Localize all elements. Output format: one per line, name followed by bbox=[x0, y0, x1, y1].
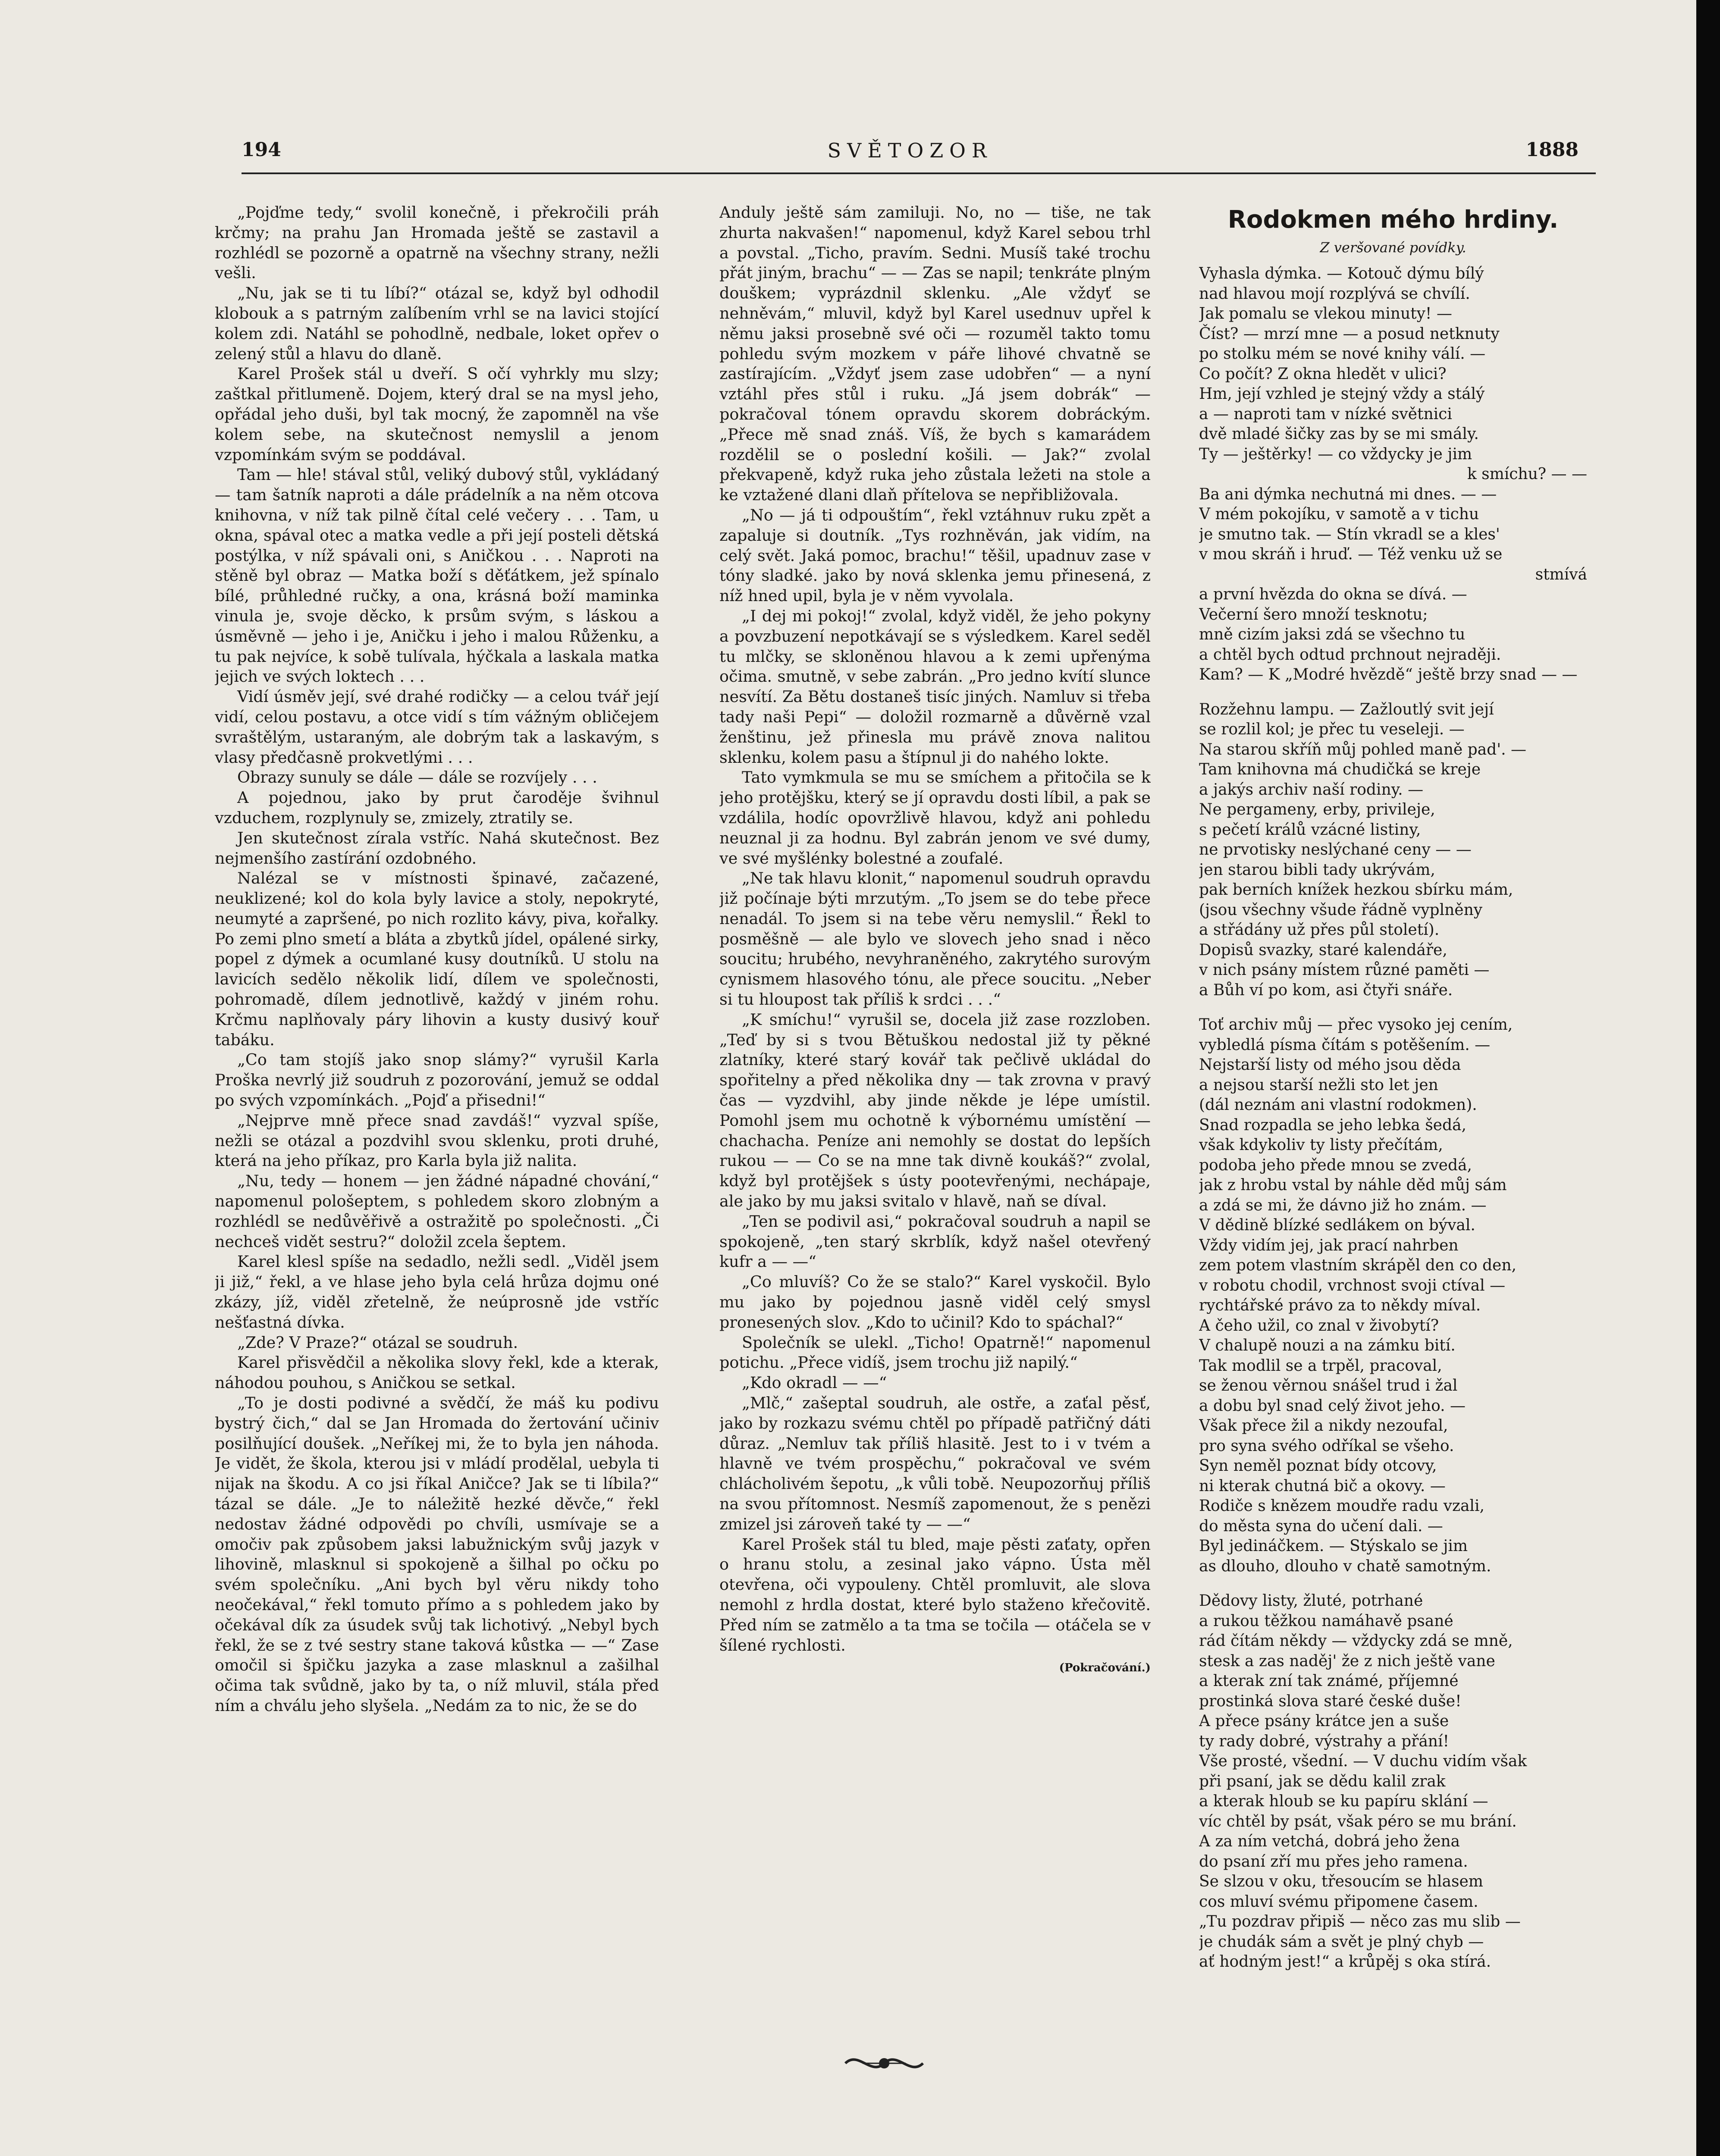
poem-line: Na starou skříň můj pohled maně pad'. — bbox=[1199, 740, 1526, 758]
poem-line: Syn neměl poznat bídy otcovy, bbox=[1199, 1457, 1437, 1475]
poem-line: V chalupě nouzi a na zámku bití. bbox=[1199, 1337, 1456, 1354]
paragraph: Karel Prošek stál tu bled, maje pěsti zaťaty, opřen o hranu stolu, a zesinal jako vápno. Ústa měl otevřena, oči vypouleny. Chtěl promluvit, ale slova nemohl z hrdla dostat, které bylo staženo křečovitě. Před ním se zatmělo a ta tma se točila — otáčela se v šílené rychlosti. bbox=[719, 1535, 1151, 1655]
column-1 bbox=[215, 203, 659, 2109]
poem-subtitle: Z veršované povídky. bbox=[1320, 239, 1466, 256]
paragraph: „Pojďme tedy,“ svolil konečně, i překročili práh krčmy; na prahu Jan Hromada ještě se zastavil a rozhlédl se pozorně a opatrně na všechny strany, nežli vešli. bbox=[215, 203, 659, 282]
paragraph: „Ne tak hlavu klonit,“ napomenul soudruh opravdu již počínaje býti mrzutým. „To jsem se do tebe přece nenadál. To jsem si na tebe věru nemyslil.“ Řekl to posměšně — ale bylo ve slovech jeho snad i něco soucitu; hrubého, nevyhraněného, zakrytého surovým cynismem hlasového tónu, ale přece soucitu. „Neber si tu hloupost tak příliš k srdci . . .“ bbox=[719, 869, 1151, 1009]
poem-line: A za ním vetchá, dobrá jeho žena bbox=[1199, 1833, 1460, 1850]
poem-line: v nich psány místem různé paměti — bbox=[1199, 961, 1490, 979]
poem-line: Ne pergameny, erby, privileje, bbox=[1199, 801, 1435, 818]
poem-line: a kterak zní tak známé, příjemné bbox=[1199, 1672, 1459, 1690]
poem-line: a kterak hloub se ku papíru sklání — bbox=[1199, 1792, 1488, 1810]
paragraph: Anduly ještě sám zamiluji. No, no — tiše, ne tak zhurta nakvašen!“ napomenul, když Karel sebou trhl a povstal. „Ticho, pravím. Sedni. Musíš také trochu přát jiným, brachu“ — — Zas se napil; tenkráte plným douškem; vyprázdnil sklenku. „Ale vždyť se nehněvám,“ mluvil, když byl Karel usednuv upřel k němu jaksi prosebně své oči — rozuměl takto tomu pohledu svým mozkem v páře lihové chvatně se zastírajícím. „Vždyť jsem zase udobřen“ — a nyní vztáhl přes stůl i ruku. „Já jsem dobrák“ — pokračoval tónem opravdu skorem dobráckým. „Přece mě snad znáš. Víš, že bych s kamarádem rozdělil se o poslední košili. — Jak?“ zvolal překvapeně, když ruka jeho zůstala ležeti na stole a ke vztažené dlani dlaň přítelova se nepřibližovala. bbox=[719, 203, 1151, 505]
paragraph: „Co tam stojíš jako snop slámy?“ vyrušil Karla Proška nevrlý již soudruh z pozorování, jemuž se oddal po svých vzpomínkách. „Pojď a přisedni!“ bbox=[215, 1050, 659, 1110]
poem-line: Co počít? Z okna hledět v ulici? bbox=[1199, 365, 1447, 383]
paragraph: „Zde? V Praze?“ otázal se soudruh. bbox=[237, 1333, 518, 1352]
poem-line: ne prvotisky neslýchané ceny — — bbox=[1199, 841, 1472, 859]
poem-line: nad hlavou mojí rozplývá se chvílí. bbox=[1199, 285, 1470, 303]
poem-line: A čeho užil, co znal v živobytí? bbox=[1199, 1316, 1439, 1335]
paragraph: Tam — hle! stával stůl, veliký dubový stůl, vykládaný — tam šatník naproti a dále prádelník a na něm otcova knihovna, v níž tak pilně čítal celé večery . . . Tam, u okna, spával otec a matka vedle a při její posteli dětská postýlka, v níž spávali oni, s Aničkou . . . Naproti na stěně byl obraz — Matka boží s děťátkem, jež spínalo bílé, průhledné ručky, a ona, krásná boží maminka vinula je, svoje děcko, k prsům svým, s láskou a úsměvně — jeho i je, Aničku i jeho i malou Růženku, a tu pak nejvíce, k sobě tulívala, hýčkala a laskala matka jejich ve svých loktech . . . bbox=[215, 465, 659, 686]
paragraph: Tato vymkmula se mu se smíchem a přitočila se k jeho protějšku, který se jí opravdu dosti líbil, a pak se vzdálila, hodíc opovržlivě hlavou, když ani pohledu neuznal ji za hodnu. Byl zabrán jenom ve své dumy, ve své myšlénky bolestné a zoufalé. bbox=[719, 768, 1151, 868]
poem-line: prostinká slova staré české duše! bbox=[1199, 1692, 1462, 1710]
poem-line: se ženou věrnou snášel trud i žal bbox=[1199, 1377, 1458, 1395]
poem-line: Tam knihovna má chudičká se kreje bbox=[1199, 761, 1481, 778]
poem-line: Toť archiv můj — přec vysoko jej cením, bbox=[1199, 1016, 1513, 1034]
poem-line: je chudák sám a svět je plný chyb — bbox=[1199, 1933, 1484, 1951]
masthead: SVĚTOZOR bbox=[827, 139, 993, 162]
poem-line: Se slzou v oku, třesoucím se hlasem bbox=[1199, 1873, 1483, 1890]
poem-line: Rozžehnu lampu. — Zažloutlý svit její bbox=[1199, 700, 1494, 718]
poem-line: Snad rozpadla se jeho lebka šedá, bbox=[1199, 1116, 1466, 1134]
poem-stanza bbox=[1199, 700, 1587, 1001]
scan-border bbox=[1696, 0, 1720, 2156]
poem-line: dvě mladé šičky zas by se mi smály. bbox=[1199, 425, 1479, 443]
poem-line: a jakýs archiv naší rodiny. — bbox=[1199, 780, 1424, 799]
poem-line: as dlouho, dlouho v chatě samotným. bbox=[1199, 1557, 1491, 1575]
poem-line: ty rady dobré, výstrahy a přání! bbox=[1199, 1732, 1449, 1750]
poem-line: Ba ani dýmka nechutná mi dnes. — — bbox=[1199, 485, 1497, 503]
poem-line: Nejstarší listy od mého jsou děda bbox=[1199, 1056, 1461, 1074]
poem-body bbox=[1199, 264, 1587, 1972]
poem-line: Večerní šero množí tesknotu; bbox=[1199, 605, 1428, 624]
poem-line: Vyhasla dýmka. — Kotouč dýmu bílý bbox=[1199, 265, 1484, 282]
poem-line: k smíchu? — — bbox=[1467, 465, 1587, 483]
paragraph: „I dej mi pokoj!“ zvolal, když viděl, že jeho pokyny a povzbuzení nepotkávají se s výsledkem. Karel seděl tu mlčky, se skloněnou hlavou a k zemi upřenýma očima. smutně, v sebe zabrán. „Pro jedno kvítí slunce nesvítí. Za Bětu dostaneš tisíc jiných. Namluv si třeba tady naši Pepi“ — doložil rozmarně a důvěrně vzal ženštinu, jež přinesla mu právě znova nalitou sklenku, kolem pasu a štípnul ji do nahého lokte. bbox=[719, 606, 1151, 767]
year: 1888 bbox=[1525, 139, 1579, 161]
poem-line: podoba jeho přede mnou se zvedá, bbox=[1199, 1156, 1472, 1174]
poem-line: (jsou všechny všude řádně vyplněny bbox=[1199, 901, 1483, 919]
poem-stanza bbox=[1199, 1015, 1587, 1576]
paragraph: „No — já ti odpouštím“, řekl vztáhnuv ruku zpět a zapaluje si doutník. „Tys rozhněván, jak vidím, na celý svět. Jaká pomoc, brachu!“ těšil, upadnuv zase v tóny sladké. jako by nová sklenka jemu přinesená, z níž hned upil, byla je v něm vyvolala. bbox=[719, 505, 1151, 605]
poem-line: jen starou bibli tady ukrývám, bbox=[1199, 861, 1435, 879]
poem-line: jak z hrobu vstal by náhle děd můj sám bbox=[1199, 1176, 1507, 1194]
poem-line: ni kterak chutná bič a okovy. — bbox=[1199, 1477, 1446, 1495]
continued-note: (Pokračování.) bbox=[1059, 1661, 1151, 1675]
poem-line: a rukou těžkou namáhavě psané bbox=[1199, 1612, 1453, 1630]
poem-line: pro syna svého odříkal se všeho. bbox=[1199, 1437, 1454, 1455]
paragraph: Karel přisvědčil a několika slovy řekl, kde a kterak, náhodou pouhou, s Aničkou se setkal. bbox=[215, 1353, 659, 1392]
page-number: 194 bbox=[242, 139, 281, 161]
paragraph: Karel klesl spíše na sedadlo, nežli sedl. „Viděl jsem ji již,“ řekl, a ve hlase jeho byla celá hrůza dojmu oné zkázy, jíž, viděl zřetelně, že neúprosně jde vstříc nešťastná dívka. bbox=[215, 1252, 659, 1332]
poem-line: s pečetí králů vzácné listiny, bbox=[1199, 821, 1421, 839]
poem-line: vybledlá písma čítám s potěšením. — bbox=[1199, 1036, 1491, 1054]
poem-line: v robotu chodil, vrchnost svoji ctíval — bbox=[1199, 1276, 1506, 1294]
paragraph: Nalézal se v místnosti špinavé, začazené, neuklizené; kol do kola byly lavice a stoly, nepokryté, neumyté a zapršené, po nich rozlito kávy, piva, kořalky. Po zemi plno smetí a bláta a zbytků jídel, opálené sirky, popel z dýmek a ocumlané kusy doutníků. U stolu na lavicích sedělo několik lidí, dílem ve společnosti, pohromadě, dílem jednotlivě, každý v jiném rohu. Krčmu naplňovaly páry lihovin a kusty dusivý kouř tabáku. bbox=[215, 869, 659, 1049]
header-rule bbox=[242, 172, 1596, 174]
poem-line: je smutno tak. — Stín vkradl se a kles' bbox=[1199, 525, 1500, 543]
paragraph: Jen skutečnost zírala vstříc. Nahá skutečnost. Bez nejmenšího zastírání ozdobného. bbox=[215, 828, 659, 868]
poem-line: a dobu byl snad celý život jeho. — bbox=[1199, 1397, 1466, 1415]
poem-line: Ty — ještěrky! — co vždycky je jim bbox=[1199, 445, 1472, 463]
poem-stanza bbox=[1199, 1591, 1587, 1972]
poem-line: stmívá bbox=[1535, 565, 1587, 583]
poem-line: ať hodným jest!“ a krůpěj s oka stírá. bbox=[1199, 1953, 1491, 1971]
poem-line: cos mluví svému připomene časem. bbox=[1199, 1893, 1478, 1911]
column-3-poem bbox=[1199, 203, 1587, 2143]
paragraph: „Mlč,“ zašeptal soudruh, ale ostře, a zaťal pěsť, jako by rozkazu svému chtěl po případě patřičný dáti důraz. „Nemluv tak příliš hlasitě. Jest to i v tvém a hlavně ve tvém prospěchu,“ pokračoval ve svém chlácholivém šepotu, „k vůli tobě. Neupozorňuj příliš na svou přítomnost. Nesmíš zapomenout, že s penězi zmizel jsi zároveň také ty — —“ bbox=[719, 1394, 1151, 1533]
poem-title: Rodokmen mého hrdiny. bbox=[1227, 206, 1559, 234]
paragraph: „Kdo okradl — —“ bbox=[742, 1373, 887, 1392]
poem-line: (dál neznám ani vlastní rodokmen). bbox=[1199, 1096, 1477, 1114]
poem-line: rychtářské právo za to někdy míval. bbox=[1199, 1297, 1481, 1314]
paragraph: A pojednou, jako by prut čaroděje švihnul vzduchem, rozplynuly se, zmizely, ztratily se. bbox=[215, 788, 659, 827]
poem-line: Dopisů svazky, staré kalendáře, bbox=[1199, 941, 1447, 959]
poem-line: a zdá se mi, že dávno již ho znám. — bbox=[1199, 1196, 1487, 1214]
poem-line: Rodiče s knězem moudře radu vzali, bbox=[1199, 1497, 1485, 1515]
poem-line: po stolku mém se nové knihy válí. — bbox=[1199, 345, 1486, 363]
paragraph: Karel Prošek stál u dveří. S očí vyhrkly mu slzy; zaštkal přitlumeně. Dojem, který dral se na mysl jeho, opřádal jeho duši, byl tak mocný, že zapomněl na vše kolem sebe, na skutečnost nemyslil a jenom vzpomínkám svým se poddával. bbox=[215, 364, 659, 464]
poem-line: a nejsou starší nežli sto let jen bbox=[1199, 1076, 1438, 1094]
paragraph: Vidí úsměv její, své drahé rodičky — a celou tvář její vidí, celou postavu, a otce vidí s tím vážným obličejem svraštělým, ustaraným, ale dobrým tak a laskavým, s vlasy předčasně prokvetlými . . . bbox=[215, 687, 659, 767]
poem-line: V mém pokojíku, v samotě a v tichu bbox=[1199, 505, 1479, 523]
poem-line: rád čítám někdy — vždycky zdá se mně, bbox=[1199, 1632, 1513, 1650]
poem-line: pak berních knížek hezkou sbírku mám, bbox=[1199, 881, 1513, 899]
ornament-icon bbox=[837, 2046, 932, 2081]
poem-line: Vždy vidím jej, jak prací nahrben bbox=[1199, 1236, 1459, 1254]
poem-line: a chtěl bych odtud prchnout nejraději. bbox=[1199, 646, 1501, 664]
poem-line: víc chtěl by psát, však péro se mu brání. bbox=[1199, 1812, 1517, 1830]
poem-line: však kdykoliv ty listy přečítám, bbox=[1199, 1136, 1443, 1154]
poem-stanza bbox=[1199, 264, 1587, 685]
poem-line: do psaní zří mu přes jeho ramena. bbox=[1199, 1852, 1468, 1871]
page-header bbox=[242, 139, 1579, 169]
paragraph: „Co mluvíš? Co že se stalo?“ Karel vyskočil. Bylo mu jako by pojednou jasně viděl celý smysl pronesených slov. „Kdo to učinil? Kdo to spáchal?“ bbox=[719, 1272, 1151, 1332]
poem-line: zem potem vlastním skrápěl den co den, bbox=[1199, 1257, 1516, 1274]
poem-line: a Bůh ví po kom, asi čtyři snáře. bbox=[1199, 981, 1453, 999]
poem-line: Tak modlil se a trpěl, pracoval, bbox=[1199, 1357, 1442, 1375]
paragraph: „Nu, tedy — honem — jen žádné nápadné chování,“ napomenul pološeptem, s pohledem skoro zlobným a rozhlédl se nedůvěřivě a ostražitě po společnosti. „Či nechceš vidět sestru?“ doložil zcela šeptem. bbox=[215, 1172, 659, 1251]
poem-line: Byl jedináčkem. — Stýskalo se jim bbox=[1199, 1537, 1468, 1555]
paragraph: „Nejprve mně přece snad zavdáš!“ vyzval spíše, nežli se otázal a pozdvihl svou sklenku, proti druhé, která na jeho příkaz, pro Karla byla již nalita. bbox=[215, 1111, 659, 1170]
poem-line: stesk a zas naděj' že z nich ještě vane bbox=[1199, 1652, 1495, 1670]
paragraph: „To je dosti podivné a svědčí, že máš ku podivu bystrý čich,“ dal se Jan Hromada do žertování učiniv posilňující doušek. „Neříkej mi, že to byla jen náhoda. Je vidět, že škola, kterou jsi v mládí prodělal, uebyla ti nijak na škodu. A co jsi říkal Aničce? Jak se ti líbila?“ tázal se dále. „Je to náležitě hezké děvče,“ řekl nedostav žádné odpovědi po chvíli, usmívaje se a omočiv pak způsobem jaksi labužnickým svůj jazyk v lihovině, mlasknul si spokojeně a šilhal po očku po svém společníku. „Ani bych byl věru nikdy toho neočekával,“ řekl tomuto přímo a s pohledem jako by očekával dík za úsudek svůj tak lichotivý. „Nebyl bych řekl, že se z tvé sestry stane taková kůstka — —“ Zase omočil si špičku jazyka a zase mlasknul a zašilhal očima tak svůdně, jako by ta, o níž mluvil, stála před ním a chválu jeho slyšela. „Nedám za to nic, že se do bbox=[215, 1394, 659, 1715]
poem-line: v mou skráň i hruď. — Též venku už se bbox=[1199, 545, 1503, 563]
poem-line: Však přece žil a nikdy nezoufal, bbox=[1199, 1417, 1448, 1435]
poem-line: mně cizím jaksi zdá se všechno tu bbox=[1199, 626, 1466, 643]
paragraph: Společník se ulekl. „Ticho! Opatrně!“ napomenul potichu. „Přece vidíš, jsem trochu již napilý.“ bbox=[719, 1333, 1151, 1372]
poem-line: a první hvězda do okna se dívá. — bbox=[1199, 586, 1467, 603]
poem-line: Číst? — mrzí mne — a posud netknuty bbox=[1199, 325, 1500, 343]
poem-line: Jak pomalu se vlekou minuty! — bbox=[1199, 305, 1452, 323]
paragraph: „Nu, jak se ti tu líbí?“ otázal se, když byl odhodil klobouk a s patrným zalíbením vrhl se na lavici stojící kolem zdi. Natáhl se pohodlně, nedbale, loket opřev o zelený stůl a hlavu do dlaně. bbox=[215, 284, 659, 363]
paragraph: Obrazy sunuly se dále — dále se rozvíjely . . . bbox=[237, 768, 597, 787]
poem-line: Vše prosté, všední. — V duchu vidím však bbox=[1199, 1752, 1527, 1770]
poem-line: Kam? — K „Modré hvězdě“ ještě brzy snad — — bbox=[1199, 666, 1578, 683]
poem-line: při psaní, jak se dědu kalil zrak bbox=[1199, 1772, 1446, 1790]
poem-line: a — naproti tam v nízké světnici bbox=[1199, 405, 1452, 423]
poem-line: A přece psány krátce jen a suše bbox=[1199, 1712, 1449, 1730]
poem-line: se rozlil kol; je přec tu veseleji. — bbox=[1199, 721, 1465, 738]
poem-line: V dědině blízké sedlákem on býval. bbox=[1199, 1216, 1475, 1234]
column-2 bbox=[719, 203, 1151, 2104]
poem-line: Dědovy listy, žluté, potrhané bbox=[1199, 1592, 1423, 1610]
poem-line: do města syna do učení dali. — bbox=[1199, 1517, 1443, 1535]
paragraph: „Ten se podivil asi,“ pokračoval soudruh a napil se spokojeně, „ten starý skrblík, když našel otevřený kufr a — —“ bbox=[719, 1212, 1151, 1271]
paragraph: „K smíchu!“ vyrušil se, docela již zase rozzloben. „Teď by si s tvou Bětuškou nedostal již ty pěkné zlatníky, které starý kovář tak pečlivě ukládal do spořitelny a před několika dny — tak zrovna v pravý čas — vyzdvihl, aby jinde někde je lépe umístil. Pomohl jsem mu ochotně k výbornému umístění — chachacha. Peníze ani nemohly se dostat do lepších rukou — — Co se na mne tak divně koukáš?“ zvolal, když byl protějšek s ústy pootevřenými, nechápaje, ale jako by mu jaksi svitalo v hlavě, naň se díval. bbox=[719, 1010, 1151, 1211]
poem-line: Hm, její vzhled je stejný vždy a stálý bbox=[1199, 385, 1485, 403]
poem-line: a střádány už přes půl století). bbox=[1199, 921, 1440, 939]
poem-line: „Tu pozdrav připiš — něco zas mu slib — bbox=[1199, 1913, 1521, 1930]
